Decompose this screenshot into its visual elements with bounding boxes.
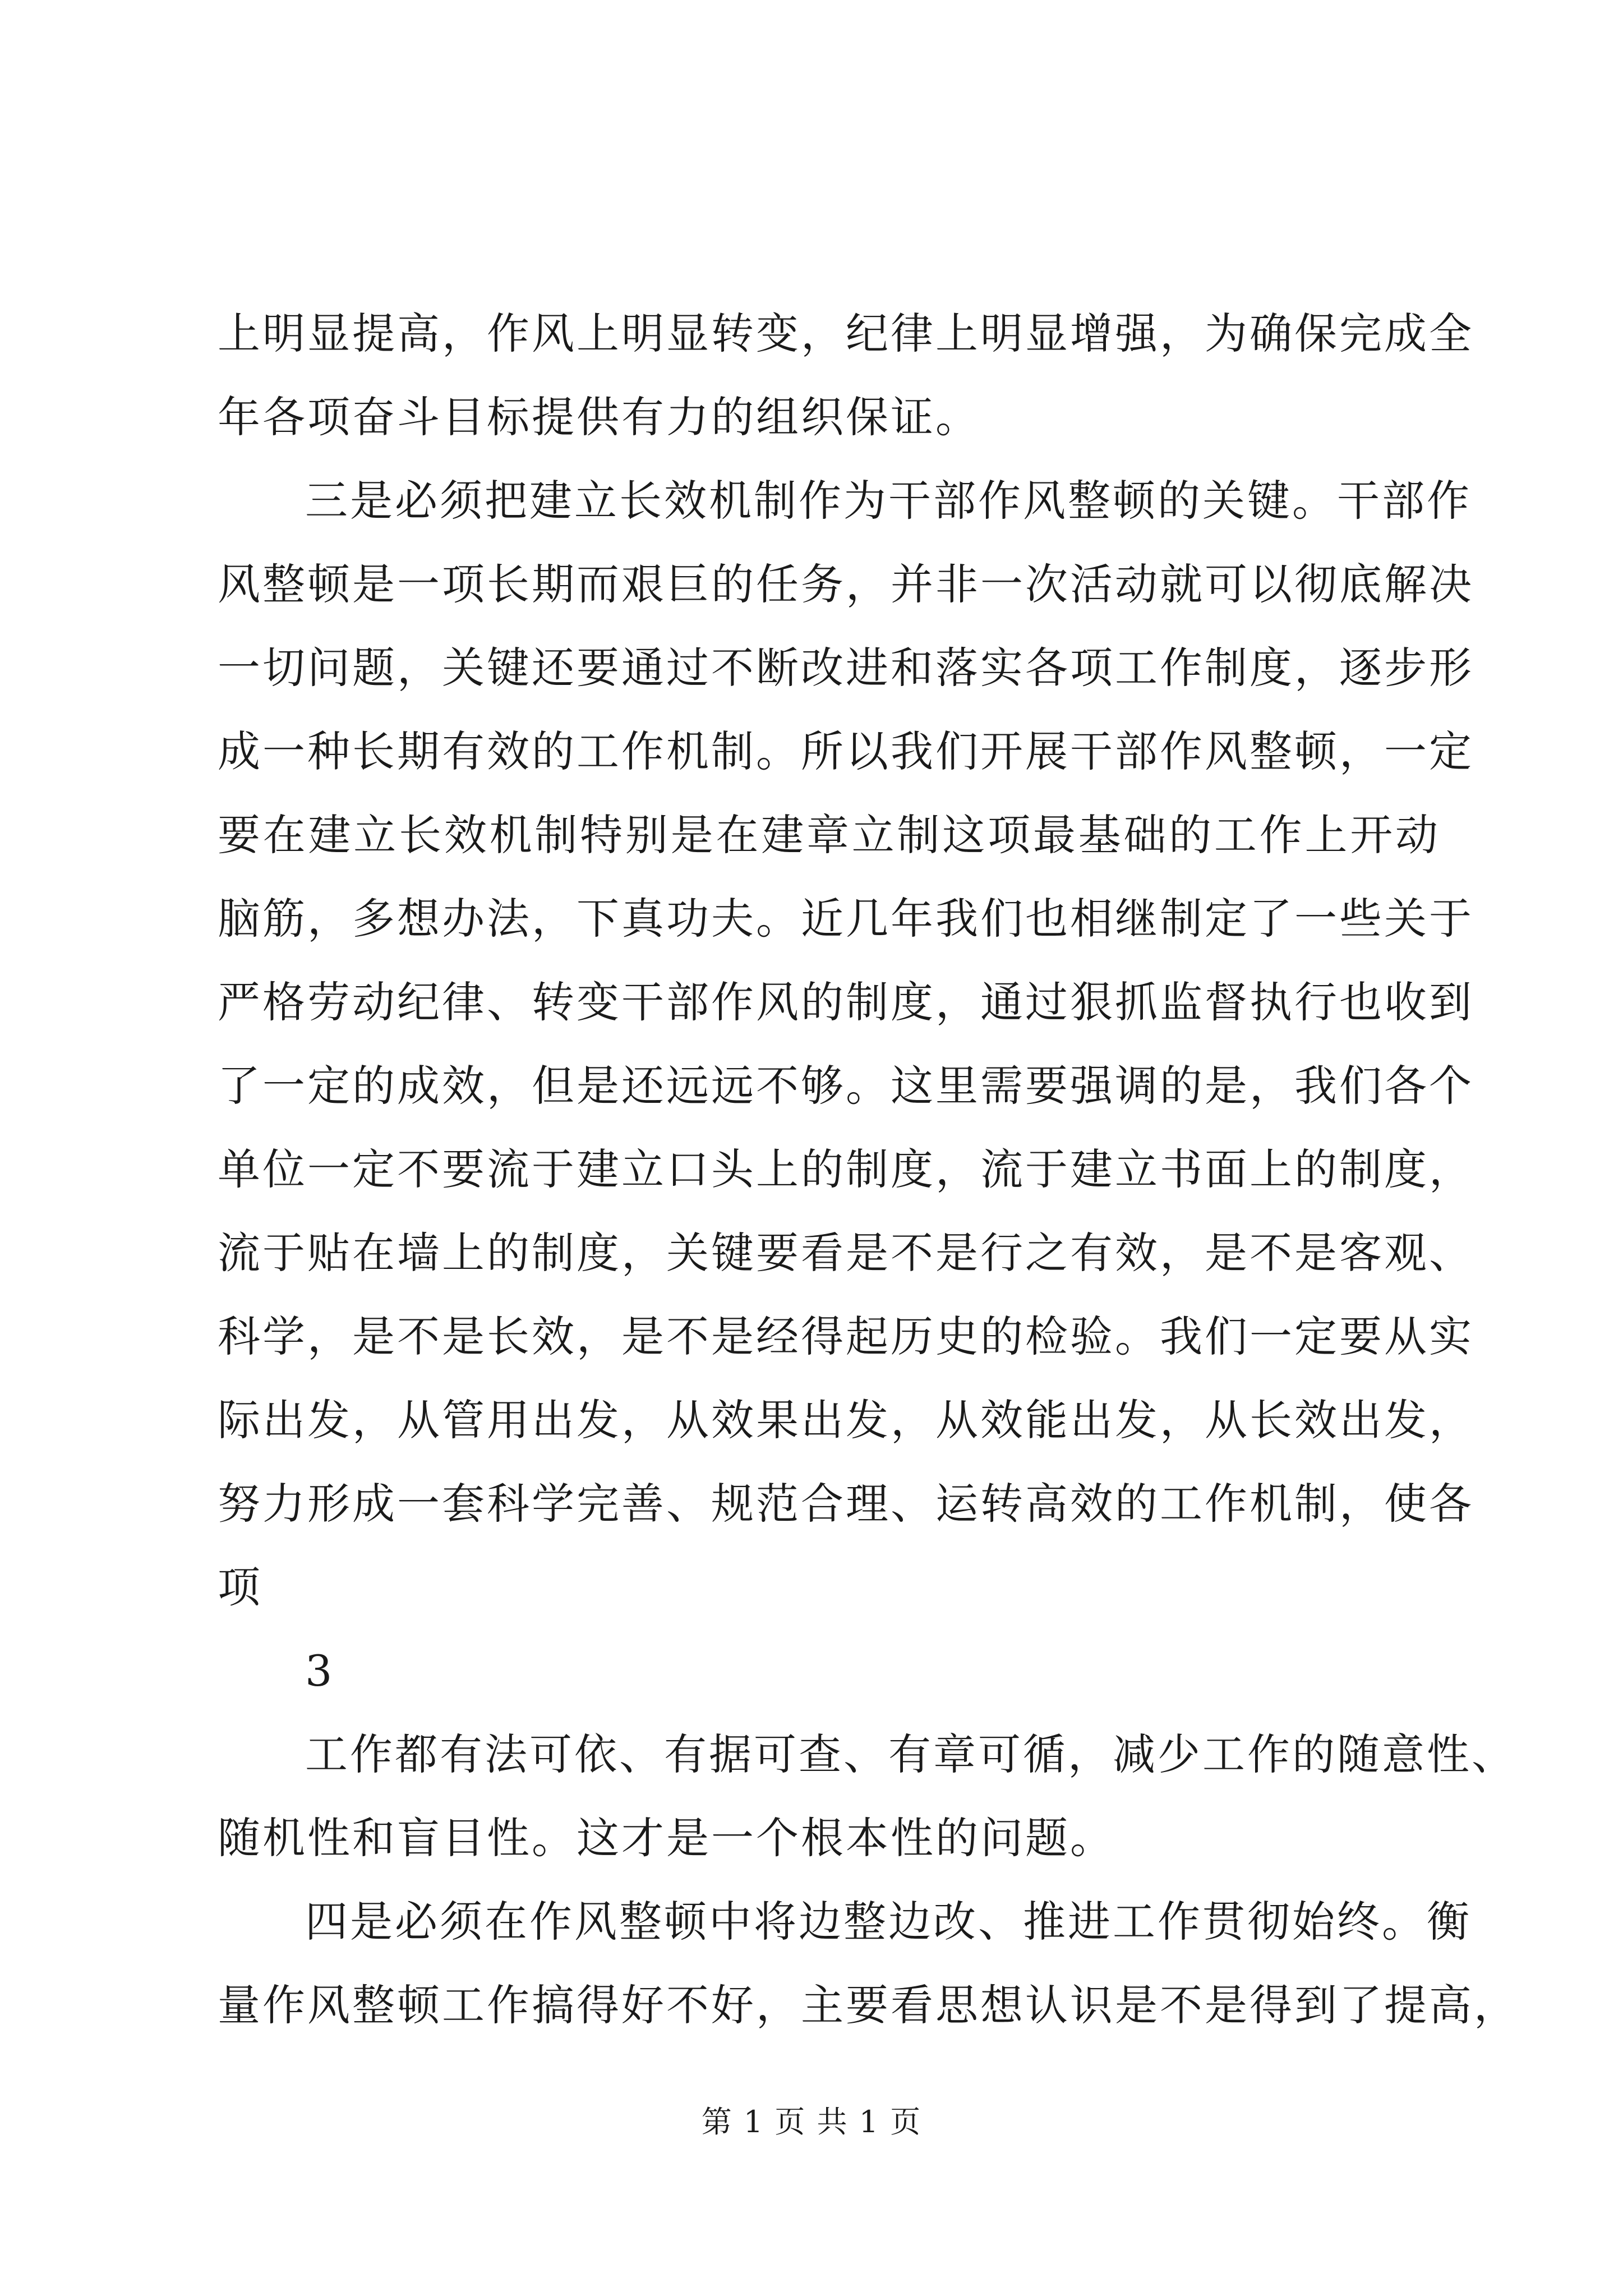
text-line: 要在建立长效机制特别是在建章立制这项最基础的工作上开动 [218,810,1440,860]
text-line: 工作都有法可依、有据可查、有章可循，减少工作的随意性、 [305,1729,1516,1779]
text-line: 年各项奋斗目标提供有力的组织保证。 [218,392,980,442]
text-line: 际出发，从管用出发，从效果出发，从效能出发，从长效出发， [218,1395,1474,1445]
text-line: 了一定的成效，但是还远远不够。这里需要强调的是，我们各个 [218,1061,1474,1111]
paragraph-start-line: 四是必须在作风整顿中将边整边改、推进工作贯彻始终。衡 [305,1897,1472,1947]
text-line: 单位一定不要流于建立口头上的制度，流于建立书面上的制度， [218,1144,1474,1194]
inline-page-number: 3 [305,1646,335,1696]
text-line: 流于贴在墙上的制度，关键要看是不是行之有效，是不是客观、 [218,1228,1474,1278]
text-line: 成一种长期有效的工作机制。所以我们开展干部作风整顿，一定 [218,726,1474,776]
document-body [218,292,1519,2047]
text-line: 随机性和盲目性。这才是一个根本性的问题。 [218,1813,1115,1863]
text-line: 项 [218,1562,262,1612]
page-number-label: 第 1 页 共 1 页 [701,2104,922,2139]
text-line: 严格劳动纪律、转变干部作风的制度，通过狠抓监督执行也收到 [218,977,1474,1027]
text-line: 风整顿是一项长期而艰巨的任务，并非一次活动就可以彻底解决 [218,559,1474,609]
page-footer [0,2098,1623,2141]
paragraph-start-line: 三是必须把建立长效机制作为干部作风整顿的关键。干部作 [305,476,1472,526]
text-line: 科学，是不是长效，是不是经得起历史的检验。我们一定要从实 [218,1312,1474,1361]
text-line: 量作风整顿工作搞得好不好，主要看思想认识是不是得到了提高， [218,1980,1519,2030]
text-line: 一切问题，关键还要通过不断改进和落实各项工作制度，逐步形 [218,643,1474,693]
text-line: 脑筋，多想办法，下真功夫。近几年我们也相继制定了一些关于 [218,894,1474,944]
text-line: 上明显提高，作风上明显转变，纪律上明显增强，为确保完成全 [218,309,1474,358]
text-line: 努力形成一套科学完善、规范合理、运转高效的工作机制，使各 [218,1479,1474,1529]
